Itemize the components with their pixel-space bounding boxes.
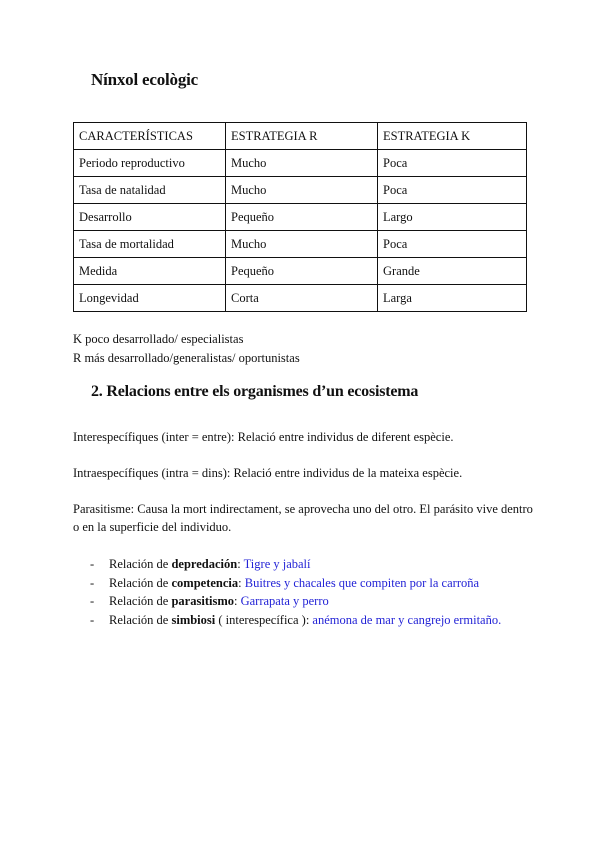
table-row	[74, 177, 527, 204]
table-header-cell: CARACTERÍSTICAS	[74, 123, 226, 150]
table-cell: Poca	[378, 177, 527, 204]
table-cell: Mucho	[226, 231, 378, 258]
table-cell: Tasa de natalidad	[74, 177, 226, 204]
table-header-cell: ESTRATEGIA R	[226, 123, 378, 150]
table-cell: Desarrollo	[74, 204, 226, 231]
relation-separator: :	[237, 557, 244, 571]
table-cell: Medida	[74, 258, 226, 285]
interespecifiques-paragraph: Interespecífiques (inter = entre): Relació entre individus de diferent espècie.	[73, 430, 454, 444]
list-dash: -	[90, 612, 95, 627]
page-title: Nínxol ecològic	[91, 70, 199, 89]
table-cell: Poca	[378, 150, 527, 177]
table-cell: Mucho	[226, 150, 378, 177]
table-cell: Tasa de mortalidad	[74, 231, 226, 258]
relation-prefix: Relación de	[109, 557, 172, 571]
note-k-strategy: K poco desarrollado/ especialistas	[73, 332, 244, 346]
relation-keyword: depredación	[171, 557, 238, 571]
relation-separator: ( interespecífica ):	[215, 612, 313, 627]
relations-list	[73, 555, 533, 629]
list-item	[73, 611, 533, 630]
table-cell: Larga	[378, 285, 527, 312]
relation-separator: :	[233, 594, 241, 608]
relation-example: Buitres y chacales que compiten por la carroña	[244, 575, 480, 590]
list-item	[73, 574, 533, 593]
table-row	[74, 204, 527, 231]
parasitisme-paragraph: Parasitisme: Causa la mort indirectament, se aprovecha uno del otro. El parásito vive dentro o en la superficie del individuo.	[73, 502, 533, 534]
list-item	[73, 592, 533, 611]
table-cell: Largo	[378, 204, 527, 231]
table-cell: Longevidad	[74, 285, 226, 312]
table-row	[74, 231, 527, 258]
table-cell: Corta	[226, 285, 378, 312]
strategy-table	[73, 122, 527, 312]
table-header-cell: ESTRATEGIA K	[378, 123, 527, 150]
intraespecifiques-paragraph: Intraespecífiques (intra = dins): Relació entre individus de la mateixa espècie.	[73, 466, 463, 480]
table-cell: Mucho	[226, 177, 378, 204]
relation-keyword: competencia	[171, 575, 239, 590]
list-item	[73, 555, 533, 574]
note-r-strategy: R más desarrollado/generalistas/ oportunistas	[73, 351, 300, 365]
table-cell: Pequeño	[226, 258, 378, 285]
list-dash: -	[90, 557, 95, 571]
table-header-row	[74, 123, 527, 150]
section-heading: 2. Relacions entre els organismes d’un ecosistema	[91, 383, 419, 400]
relation-prefix: Relación de	[109, 575, 172, 590]
relation-keyword: simbiosi	[171, 612, 216, 627]
relation-keyword: parasitismo	[171, 594, 234, 608]
table-cell: Poca	[378, 231, 527, 258]
table-cell: Periodo reproductivo	[74, 150, 226, 177]
relation-prefix: Relación de	[109, 612, 172, 627]
list-dash: -	[90, 575, 95, 590]
table-row	[74, 150, 527, 177]
relation-prefix: Relación de	[109, 594, 172, 608]
relation-example: anémona de mar y cangrejo ermitaño.	[312, 612, 502, 627]
relation-example: Tigre y jabalí	[243, 557, 311, 571]
table-cell: Grande	[378, 258, 527, 285]
table-cell: Pequeño	[226, 204, 378, 231]
list-dash: -	[90, 594, 95, 608]
relation-example: Garrapata y perro	[240, 594, 329, 608]
table-row	[74, 285, 527, 312]
table-row	[74, 258, 527, 285]
relation-separator: :	[238, 575, 245, 590]
